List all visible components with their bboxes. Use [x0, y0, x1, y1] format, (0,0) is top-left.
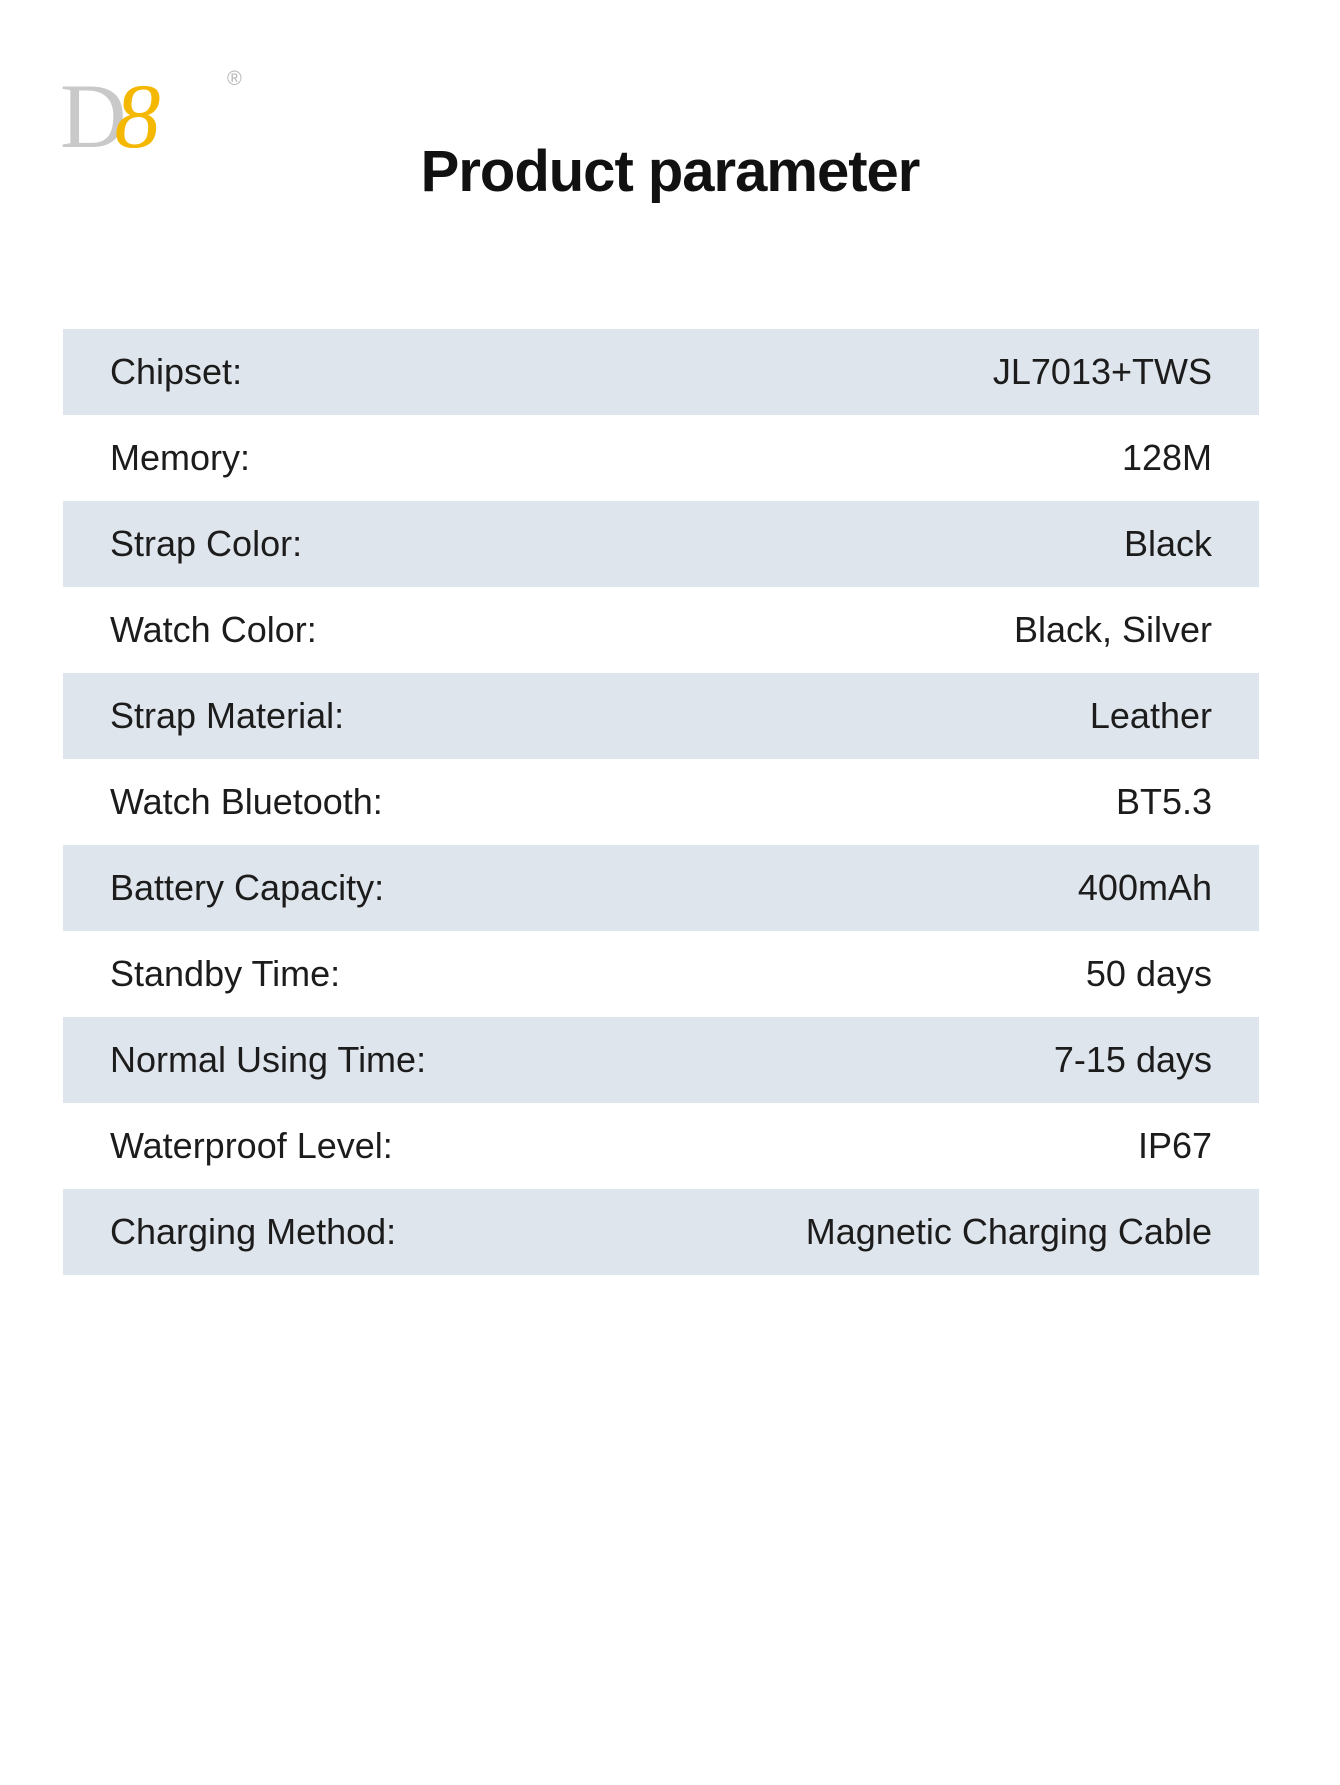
table-row: [63, 1189, 1259, 1275]
spec-value: 7-15 days: [1053, 1039, 1212, 1080]
table-row: [63, 501, 1259, 587]
spec-value: Leather: [1089, 695, 1212, 736]
spec-label: Watch Color:: [110, 609, 317, 650]
spec-value: 50 days: [1085, 953, 1212, 994]
table-row: [63, 673, 1259, 759]
table-row: [63, 1017, 1259, 1103]
spec-label: Watch Bluetooth:: [110, 781, 383, 822]
spec-value: JL7013+TWS: [992, 351, 1212, 392]
spec-value: BT5.3: [1115, 781, 1212, 822]
table-row: [63, 329, 1259, 415]
page-title: Product parameter: [420, 139, 920, 204]
spec-label: Charging Method:: [110, 1211, 397, 1252]
logo-digit-8: 8: [114, 65, 159, 167]
table-row: [63, 587, 1259, 673]
spec-value: Black, Silver: [1013, 609, 1212, 650]
table-row: [63, 931, 1259, 1017]
spec-label: Battery Capacity:: [110, 867, 385, 908]
spec-label: Strap Color:: [110, 523, 303, 564]
spec-label: Standby Time:: [110, 953, 341, 994]
logo-letter-d: D: [60, 65, 125, 167]
spec-label: Chipset:: [110, 351, 243, 392]
spec-label: Memory:: [110, 437, 251, 478]
table-row: [63, 415, 1259, 501]
table-row: [63, 845, 1259, 931]
table-row: [63, 1103, 1259, 1189]
spec-label: Normal Using Time:: [110, 1039, 427, 1080]
spec-value: 400mAh: [1077, 867, 1212, 908]
table-row: [63, 759, 1259, 845]
spec-label: Strap Material:: [110, 695, 345, 736]
spec-value: 128M: [1121, 437, 1212, 478]
spec-label: Waterproof Level:: [110, 1125, 393, 1166]
registered-trademark-icon: ®: [227, 68, 242, 90]
spec-value: Magnetic Charging Cable: [805, 1211, 1212, 1252]
specification-table: [63, 329, 1259, 1275]
spec-value: IP67: [1137, 1125, 1212, 1166]
spec-value: Black: [1123, 523, 1212, 564]
